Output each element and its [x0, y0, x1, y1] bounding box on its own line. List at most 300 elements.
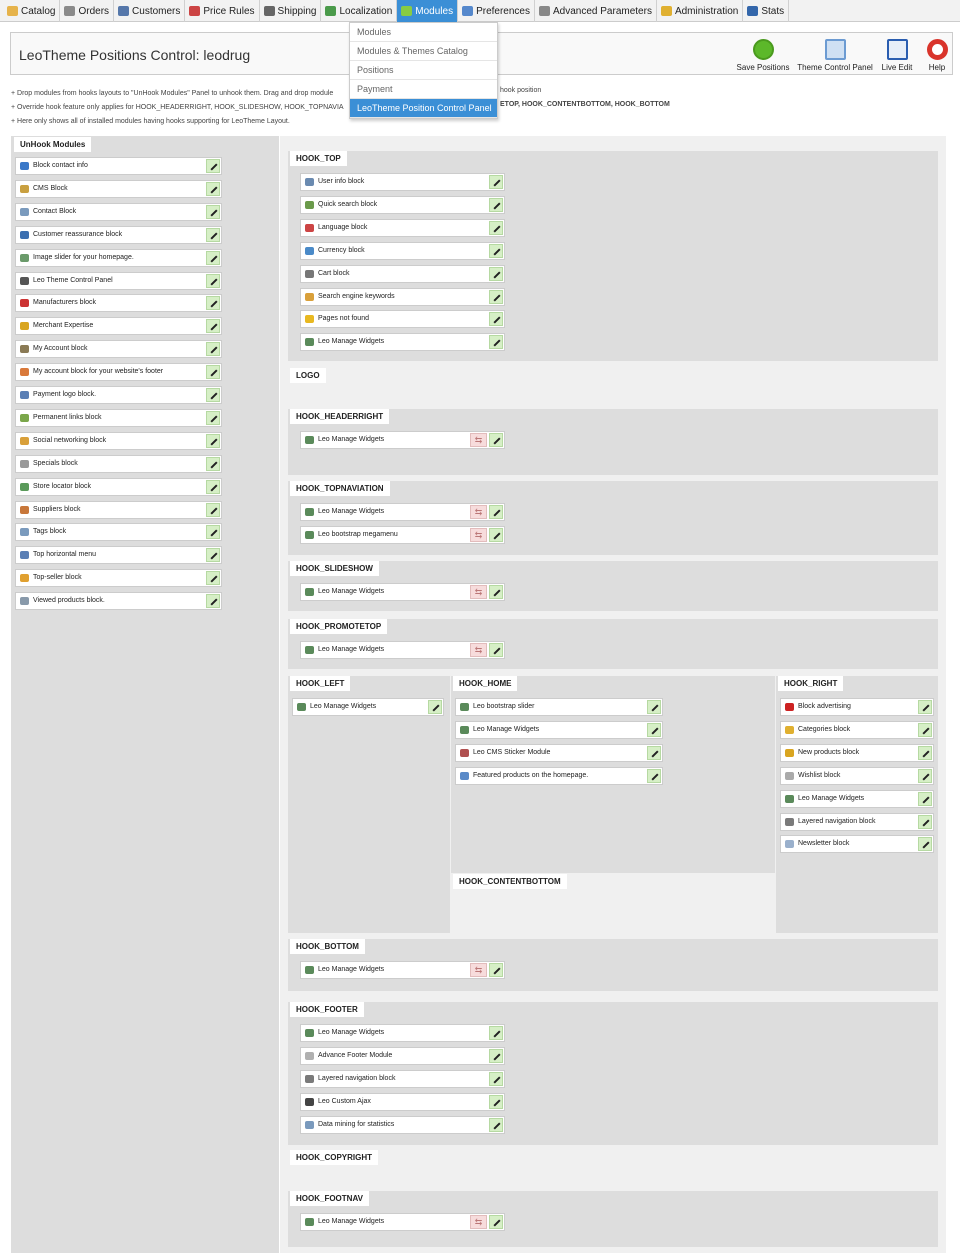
folder-icon: [785, 726, 794, 734]
edit-pencil-button[interactable]: [206, 274, 220, 288]
user-info-icon: [305, 178, 314, 186]
edit-pencil-button[interactable]: [206, 457, 220, 471]
module-item[interactable]: [300, 265, 505, 283]
price-rules-icon: [189, 6, 200, 16]
tab-price-rules[interactable]: [185, 0, 259, 22]
viewed-icon: [20, 597, 29, 605]
module-label: Featured products on the homepage.: [473, 771, 589, 779]
tab-label: Stats: [761, 5, 785, 17]
hook-hook-contentbottom: [451, 874, 775, 933]
edit-pencil-button[interactable]: [918, 815, 932, 829]
module-item[interactable]: [292, 698, 444, 716]
hook-hook-footer: [288, 1002, 938, 1145]
tags-icon: [20, 528, 29, 536]
module-label: Manufacturers block: [33, 299, 97, 307]
tab-label: Catalog: [21, 5, 56, 17]
edit-pencil-button[interactable]: [918, 723, 932, 737]
module-label: Leo Manage Widgets: [318, 646, 385, 653]
leo-widget-icon: [305, 966, 314, 974]
edit-pencil-button[interactable]: [489, 963, 503, 977]
override-link-button[interactable]: ⇆: [470, 505, 487, 519]
module-label: Store locator block: [33, 482, 91, 490]
hook-title: HOOK_HOME: [453, 676, 517, 691]
umbrella-icon: [20, 231, 29, 239]
hook-title: HOOK_TOPNAVIATION: [290, 481, 390, 496]
edit-pencil-button[interactable]: [489, 267, 503, 281]
hook-title: HOOK_FOOTNAV: [290, 1191, 369, 1206]
module-label: Pages not found: [318, 315, 369, 323]
leo-widget-icon: [305, 646, 314, 654]
module-label: Leo Manage Widgets: [318, 508, 385, 515]
tab-shipping[interactable]: [260, 0, 322, 22]
tab-label: Customers: [132, 5, 181, 17]
edit-pencil-button[interactable]: [489, 312, 503, 326]
edit-pencil-button[interactable]: [206, 594, 220, 608]
override-link-button[interactable]: ⇆: [470, 528, 487, 542]
tab-label: Modules: [415, 5, 454, 17]
module-label: Leo Manage Widgets: [318, 1029, 385, 1036]
live-edit-icon: [887, 39, 908, 60]
module-label: Language block: [318, 223, 368, 231]
override-link-button[interactable]: ⇆: [470, 1215, 487, 1229]
modules-dropdown: [349, 22, 498, 119]
note-2: + Override hook feature only applies for HOOK_HEADERRIGHT, HOOK_SLIDESHOW, HOOK_TOPNAVIA: [11, 104, 344, 111]
edit-pencil-button[interactable]: [647, 769, 661, 783]
module-item[interactable]: [15, 180, 222, 198]
module-item[interactable]: [300, 219, 505, 237]
tab-catalog[interactable]: [3, 0, 60, 22]
dropdown-item-positions[interactable]: Positions: [350, 61, 497, 80]
module-label: Layered navigation block: [318, 1074, 396, 1082]
leo-widget-icon: [460, 703, 469, 711]
edit-pencil-button[interactable]: [206, 411, 220, 425]
module-item[interactable]: [15, 592, 222, 610]
module-item[interactable]: [455, 721, 663, 739]
dropdown-item-payment[interactable]: Payment: [350, 80, 497, 99]
module-label: Leo Custom Ajax: [318, 1097, 371, 1105]
module-label: Block contact info: [33, 162, 88, 169]
module-item[interactable]: [15, 157, 222, 175]
edit-pencil-button[interactable]: [489, 528, 503, 542]
module-item[interactable]: [300, 310, 505, 328]
module-item[interactable]: [15, 409, 222, 427]
edit-pencil-button[interactable]: [206, 525, 220, 539]
edit-pencil-button[interactable]: [489, 505, 503, 519]
override-link-button[interactable]: ⇆: [470, 433, 487, 447]
module-label: New products block: [798, 748, 860, 756]
module-label: Contact Block: [33, 207, 77, 215]
hook-hook-footnav: [288, 1191, 938, 1247]
module-item[interactable]: [780, 790, 934, 808]
page-title: LeoTheme Positions Control: leodrug: [19, 47, 251, 63]
edit-pencil-button[interactable]: [918, 700, 932, 714]
tab-label: Shipping: [277, 5, 317, 17]
module-label: Wishlist block: [798, 771, 841, 779]
theme-control-panel-label: Theme Control Panel: [797, 63, 873, 72]
edit-pencil-button[interactable]: [647, 723, 661, 737]
dropdown-item-leotheme-position-control-panel[interactable]: LeoTheme Position Control Panel: [350, 99, 497, 118]
module-item[interactable]: [15, 478, 222, 496]
localization-icon: [325, 6, 336, 16]
hook-hook-left: [288, 676, 450, 933]
module-item[interactable]: [300, 173, 505, 191]
module-item[interactable]: [300, 288, 505, 306]
module-item[interactable]: [15, 501, 222, 519]
module-label: Search engine keywords: [318, 292, 395, 300]
module-label: Leo Manage Widgets: [798, 794, 865, 802]
layered-icon: [305, 1075, 314, 1083]
edit-pencil-button[interactable]: [489, 1215, 503, 1229]
module-label: Customer reassurance block: [33, 230, 123, 238]
instructions: [11, 87, 344, 129]
hook-hook-promotetop: [288, 619, 938, 669]
edit-pencil-button[interactable]: [489, 643, 503, 657]
shipping-icon: [264, 6, 275, 16]
hook-hook-copyright: [288, 1150, 938, 1190]
stats-icon: [747, 6, 758, 16]
edit-pencil-button[interactable]: [489, 433, 503, 447]
hook-title: HOOK_HEADERRIGHT: [290, 409, 389, 424]
stats-chart-icon: [305, 1121, 314, 1129]
orders-icon: [64, 6, 75, 16]
bottle-icon: [20, 574, 29, 582]
new-icon: [785, 749, 794, 757]
module-label: Layered navigation block: [798, 817, 876, 825]
hook-hook-slideshow: [288, 561, 938, 611]
module-item[interactable]: [15, 203, 222, 221]
save-positions-label: Save Positions: [736, 63, 790, 72]
tab-advanced-parameters[interactable]: [535, 0, 657, 22]
module-item[interactable]: [780, 767, 934, 785]
edit-pencil-button[interactable]: [206, 503, 220, 517]
module-item[interactable]: [15, 523, 222, 541]
warning-icon: [305, 315, 314, 323]
tab-orders[interactable]: [60, 0, 114, 22]
edit-pencil-button[interactable]: [489, 1118, 503, 1132]
module-label: Leo Manage Widgets: [318, 338, 385, 346]
edit-pencil-button[interactable]: [206, 205, 220, 219]
note-1: + Drop modules from hooks layouts to "UnHook Modules" Panel to unhook them. Drag and drop module: [11, 90, 334, 97]
edit-pencil-button[interactable]: [647, 746, 661, 760]
live-edit-button[interactable]: [879, 39, 915, 72]
hook-title: HOOK_CONTENTBOTTOM: [453, 874, 567, 889]
edit-pencil-button[interactable]: [206, 159, 220, 173]
hook-title: HOOK_SLIDESHOW: [290, 561, 379, 576]
specials-icon: [20, 460, 29, 468]
keywords-icon: [305, 293, 314, 301]
module-label: Social networking block: [33, 436, 107, 444]
leo-widget-icon: [305, 588, 314, 596]
module-label: Tags block: [33, 528, 67, 536]
edit-pencil-button[interactable]: [206, 365, 220, 379]
envelope-icon: [785, 840, 794, 848]
module-item[interactable]: [780, 721, 934, 739]
module-item[interactable]: [300, 333, 505, 351]
customers-icon: [118, 6, 129, 16]
user-icon: [20, 368, 29, 376]
hook-title: HOOK_COPYRIGHT: [290, 1150, 378, 1165]
module-item[interactable]: [300, 1047, 505, 1065]
edit-pencil-button[interactable]: [489, 198, 503, 212]
catalog-icon: [7, 6, 18, 16]
module-label: Leo Manage Widgets: [318, 588, 385, 595]
module-label: Advance Footer Module: [318, 1051, 393, 1059]
edit-pencil-button[interactable]: [489, 335, 503, 349]
module-label: Categories block: [798, 725, 851, 733]
help-lifebuoy-icon: [927, 39, 948, 60]
edit-pencil-button[interactable]: [206, 319, 220, 333]
tab-label: Administration: [674, 5, 739, 17]
edit-pencil-button[interactable]: [206, 228, 220, 242]
hook-title: LOGO: [290, 368, 326, 383]
hook-title: HOOK_BOTTOM: [290, 939, 365, 954]
module-label: Top-seller block: [33, 574, 82, 582]
tab-label: Localization: [339, 5, 393, 17]
layered-icon: [785, 818, 794, 826]
edit-pencil-button[interactable]: [647, 700, 661, 714]
module-item[interactable]: [780, 744, 934, 762]
tab-modules[interactable]: [397, 0, 458, 22]
leo-widget-icon: [305, 1218, 314, 1226]
sticker-icon: [460, 749, 469, 757]
menu-icon: [20, 551, 29, 559]
edit-pencil-button[interactable]: [918, 746, 932, 760]
module-item[interactable]: [15, 249, 222, 267]
override-link-button[interactable]: ⇆: [470, 585, 487, 599]
module-label: Newsletter block: [798, 840, 850, 848]
module-item[interactable]: [300, 1093, 505, 1111]
hook-logo: [288, 368, 938, 408]
contact-icon: [20, 208, 29, 216]
save-positions-button[interactable]: [736, 39, 790, 72]
tab-label: Orders: [78, 5, 110, 17]
module-label: Leo Manage Widgets: [310, 703, 377, 710]
module-label: Leo CMS Sticker Module: [473, 748, 551, 756]
links-icon: [20, 414, 29, 422]
account-icon: [20, 345, 29, 353]
footer-module-icon: [305, 1052, 314, 1060]
search-icon: [305, 201, 314, 209]
module-label: CMS Block: [33, 184, 68, 192]
leo-widget-icon: [305, 338, 314, 346]
module-item[interactable]: [300, 583, 505, 601]
unhook-title: UnHook Modules: [14, 137, 91, 152]
edit-pencil-button[interactable]: [206, 480, 220, 494]
note-2-tail: ETOP, HOOK_CONTENTBOTTOM, HOOK_BOTTOM: [500, 101, 670, 108]
module-label: My Account block: [33, 345, 88, 353]
module-label: Payment logo block.: [33, 391, 97, 398]
module-item[interactable]: [300, 1070, 505, 1088]
edit-pencil-button[interactable]: [918, 837, 932, 851]
hook-title: HOOK_TOP: [290, 151, 347, 166]
module-label: Quick search block: [318, 200, 378, 208]
leo-widget-icon: [305, 436, 314, 444]
module-label: Leo bootstrap megamenu: [318, 530, 398, 538]
leo-widget-icon: [297, 703, 306, 711]
administration-icon: [661, 6, 672, 16]
module-item[interactable]: [780, 698, 934, 716]
module-item[interactable]: [15, 546, 222, 564]
expertise-icon: [20, 322, 29, 330]
module-label: Specials block: [33, 459, 78, 467]
module-item[interactable]: [15, 317, 222, 335]
dropdown-item-modules[interactable]: Modules: [350, 23, 497, 42]
module-item[interactable]: [300, 1024, 505, 1042]
note-3: + Here only shows all of installed modules having hooks supporting for LeoTheme Layout.: [11, 118, 290, 125]
note-1-tail: hook position: [500, 87, 542, 94]
theme-control-panel-button[interactable]: [797, 39, 873, 72]
edit-pencil-button[interactable]: [918, 769, 932, 783]
edit-pencil-button[interactable]: [489, 175, 503, 189]
cart-icon: [305, 270, 314, 278]
hook-title: HOOK_FOOTER: [290, 1002, 364, 1017]
module-item[interactable]: [300, 242, 505, 260]
module-item[interactable]: [15, 386, 222, 404]
module-label: Top horizontal menu: [33, 551, 97, 559]
dropdown-item-modules-themes-catalog[interactable]: Modules & Themes Catalog: [350, 42, 497, 61]
hook-hook-home: [451, 676, 775, 873]
live-edit-label: Live Edit: [881, 63, 913, 72]
module-label: Leo Manage Widgets: [318, 1218, 385, 1225]
tab-customers[interactable]: [114, 0, 185, 22]
edit-pencil-button[interactable]: [489, 1049, 503, 1063]
tab-label: Preferences: [476, 5, 530, 17]
module-item[interactable]: [15, 294, 222, 312]
edit-pencil-button[interactable]: [489, 1026, 503, 1040]
module-item[interactable]: [455, 744, 663, 762]
edit-pencil-button[interactable]: [428, 700, 442, 714]
hook-title: HOOK_PROMOTETOP: [290, 619, 387, 634]
tab-label: Advanced Parameters: [553, 5, 652, 17]
modules-icon: [401, 6, 412, 16]
leo-widget-icon: [305, 508, 314, 516]
module-item[interactable]: [300, 196, 505, 214]
module-item[interactable]: [15, 226, 222, 244]
module-label: Image slider for your homepage.: [33, 253, 134, 261]
featured-icon: [460, 772, 469, 780]
no-entry-icon: [785, 703, 794, 711]
tab-administration[interactable]: [657, 0, 743, 22]
module-item[interactable]: [15, 432, 222, 450]
flags-icon: [305, 224, 314, 232]
help-button[interactable]: [925, 39, 949, 72]
module-label: Viewed products block.: [33, 597, 105, 605]
module-label: Data mining for statistics: [318, 1120, 395, 1128]
truck-icon: [20, 506, 29, 514]
edit-pencil-button[interactable]: [206, 571, 220, 585]
module-item[interactable]: [300, 1213, 505, 1231]
module-item[interactable]: [780, 813, 934, 831]
edit-pencil-button[interactable]: [206, 548, 220, 562]
leo-widget-icon: [460, 726, 469, 734]
hook-title: HOOK_LEFT: [290, 676, 350, 691]
hook-title: HOOK_RIGHT: [778, 676, 843, 691]
module-label: User info block: [318, 178, 365, 185]
module-item[interactable]: [300, 431, 505, 449]
leo-widget-icon: [305, 1029, 314, 1037]
preferences-icon: [462, 6, 473, 16]
hook-hook-bottom: [288, 939, 938, 991]
map-icon: [20, 483, 29, 491]
module-item[interactable]: [455, 698, 663, 716]
module-item[interactable]: [300, 1116, 505, 1134]
module-item[interactable]: [15, 272, 222, 290]
edit-pencil-button[interactable]: [206, 388, 220, 402]
edit-pencil-button[interactable]: [489, 1072, 503, 1086]
module-label: Currency block: [318, 246, 365, 254]
leo-icon: [20, 277, 29, 285]
module-item[interactable]: [15, 363, 222, 381]
override-link-button[interactable]: ⇆: [470, 643, 487, 657]
edit-pencil-button[interactable]: [206, 296, 220, 310]
module-item[interactable]: [300, 526, 505, 544]
currency-icon: [305, 247, 314, 255]
help-label: Help: [928, 63, 946, 72]
tab-label: Price Rules: [203, 5, 255, 17]
edit-pencil-button[interactable]: [206, 251, 220, 265]
edit-pencil-button[interactable]: [206, 342, 220, 356]
admin-menu-bar: [0, 0, 960, 22]
theme-panel-icon: [825, 39, 846, 60]
info-icon: [20, 162, 29, 170]
module-label: My account block for your website's footer: [33, 368, 164, 376]
module-item[interactable]: [300, 641, 505, 659]
edit-pencil-button[interactable]: [489, 221, 503, 235]
wishlist-icon: [785, 772, 794, 780]
module-item[interactable]: [15, 340, 222, 358]
cms-icon: [20, 185, 29, 193]
module-item[interactable]: [15, 455, 222, 473]
module-item[interactable]: [300, 503, 505, 521]
module-item[interactable]: [780, 835, 934, 853]
tab-localization[interactable]: [321, 0, 397, 22]
positions-area: [280, 136, 946, 1253]
tab-stats[interactable]: [743, 0, 789, 22]
edit-pencil-button[interactable]: [489, 585, 503, 599]
edit-pencil-button[interactable]: [489, 290, 503, 304]
edit-pencil-button[interactable]: [918, 792, 932, 806]
tab-preferences[interactable]: [458, 0, 535, 22]
module-label: Leo Manage Widgets: [318, 966, 385, 973]
module-label: Cart block: [318, 269, 350, 277]
ajax-icon: [305, 1098, 314, 1106]
module-label: Permanent links block: [33, 413, 102, 421]
edit-pencil-button[interactable]: [489, 244, 503, 258]
module-item[interactable]: [300, 961, 505, 979]
hook-hook-headerright: [288, 409, 938, 475]
edit-pencil-button[interactable]: [489, 1095, 503, 1109]
module-label: Merchant Expertise: [33, 322, 94, 330]
hook-hook-topnaviation: [288, 481, 938, 555]
save-check-icon: [753, 39, 774, 60]
hook-hook-right: [776, 676, 938, 933]
payment-icon: [20, 391, 29, 399]
module-label: Leo Manage Widgets: [473, 725, 540, 733]
module-item[interactable]: [455, 767, 663, 785]
manufacturers-icon: [20, 299, 29, 307]
edit-pencil-button[interactable]: [206, 182, 220, 196]
advanced-icon: [539, 6, 550, 16]
edit-pencil-button[interactable]: [206, 434, 220, 448]
slider-icon: [20, 254, 29, 262]
module-label: Suppliers block: [33, 505, 81, 513]
module-label: Block advertising: [798, 703, 851, 710]
leo-widget-icon: [305, 531, 314, 539]
module-label: Leo Manage Widgets: [318, 436, 385, 443]
module-item[interactable]: [15, 569, 222, 587]
module-label: Leo bootstrap slider: [473, 703, 535, 710]
override-link-button[interactable]: ⇆: [470, 963, 487, 977]
